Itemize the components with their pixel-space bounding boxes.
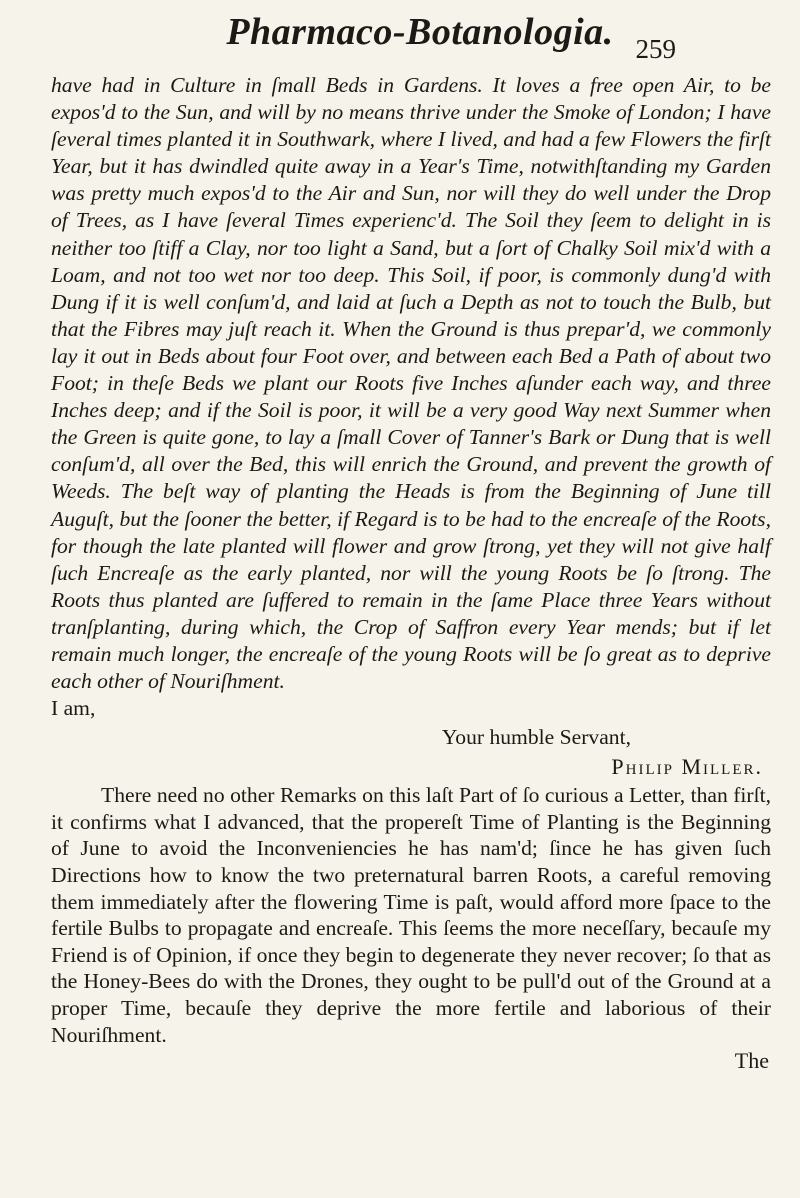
commentary-paragraph: There need no other Remarks on this laſt Part of ſo curious a Letter, than firſt, it confirms what I advanced, that the propereſt Time of Planting is the Beginning of June to avoid the Inconveniencies he has nam'd; ſince he has given ſuch Directions how to know the two preternatural barren Roots, a careful removing them immediately after the flowering Time is paſt, would afford more ſpace to the fertile Bulbs to propagate and encreaſe. This ſeems the more neceſſary, becauſe my Friend is of Opinion, if once they begin to degenerate they never recover; ſo that as the Honey-Bees do with the Drones, they ought to be pull'd out of the Ground at a proper Time, becauſe they deprive the more fertile and laborious of their Nouriſhment.: [51, 783, 771, 1047]
running-title: Pharmaco-Botanologia.: [226, 11, 614, 53]
letter-closing: I am,: [51, 696, 96, 721]
letter-text: have had in Culture in ſmall Beds in Gardens. It loves a free open Air, to be expos'd to the Sun, and will by no means thrive under the Smoke of London; I have ſeveral times planted it in Southwark, where I lived, and had a few Flowers the firſt Year, but it has dwindled quite away in a Year's Time, notwithſtanding my Garden was pretty much expos'd to the Air and Sun, nor will they do well under the Drop of Trees, as I have ſeveral Times experienc'd. The Soil they ſeem to delight in is neither too ſtiff a Clay, nor too light a Sand, but a ſort of Chalky Soil mix'd with a Loam, and not too wet nor too deep. This Soil, if poor, is commonly dung'd with Dung if it is well conſum'd, and laid at ſuch a Depth as not to touch the Bulb, but that the Fibres may juſt reach it. When the Ground is thus prepar'd, we commonly lay it out in Beds about four Foot over, and between each Bed a Path of about two Foot; in theſe Beds we plant our Roots five Inches aſunder each way, and three Inches deep; and if the Soil is poor, it will be a very good Way next Summer when the Green is quite gone, to lay a ſmall Cover of Tanner's Bark or Dung that is well conſum'd, all over the Bed, this will enrich the Ground, and prevent the growth of Weeds. The beſt way of planting the Heads is from the Beginning of June till Auguſt, but the ſooner the better, if Regard is to be had to the encreaſe of the Roots, for though the late planted will flower and grow ſtrong, yet they will not give half ſuch Encreaſe as the early planted, nor will the young Roots be ſo ſtrong. The Roots thus planted are ſuffered to remain in the ſame Place three Years without tranſplanting, during which, the Crop of Saffron every Year mends; but if let remain much longer, the encreaſe of the young Roots will be ſo great as to deprive each other of Nouriſhment.: [51, 73, 771, 694]
letter-signoff: Your humble Servant,: [441, 725, 631, 750]
letter-signature: Philip Miller.: [611, 754, 763, 780]
page-number: 259: [635, 34, 676, 64]
catchword: The: [734, 1048, 769, 1074]
page-body: [51, 72, 771, 1074]
